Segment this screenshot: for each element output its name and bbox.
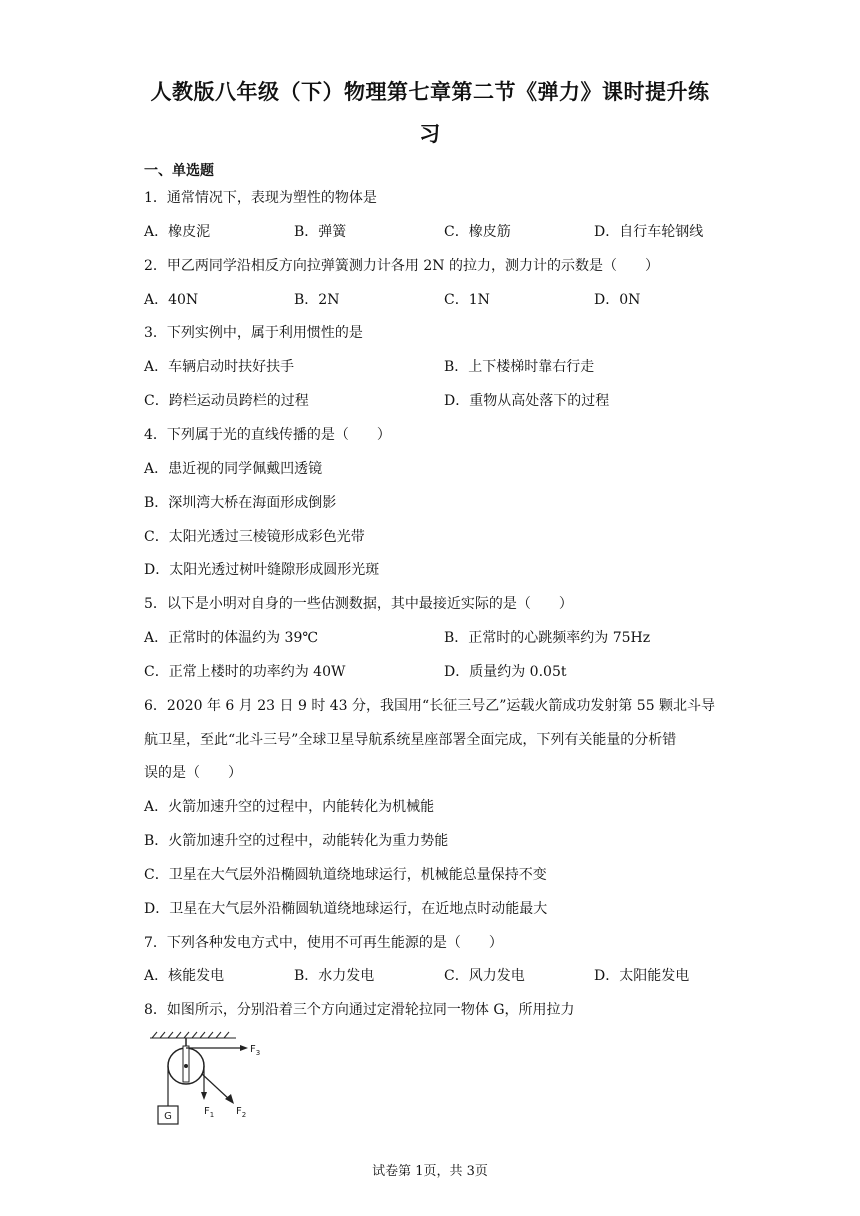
q5-option-b: B．正常时的心跳频率约为 75Hz xyxy=(444,630,651,646)
q6-option-d: D．卫星在大气层外沿椭圆轨道绕地球运行，在近地点时动能最大 xyxy=(144,901,548,917)
question-8-stem: 8．如图所示，分别沿着三个方向通过定滑轮拉同一物体 G，所用拉力 xyxy=(144,1002,575,1018)
rope-f2 xyxy=(202,1074,230,1100)
ceiling-hatch xyxy=(150,1032,236,1038)
label-f1-sub: 1 xyxy=(209,1111,215,1119)
pulley-axle xyxy=(184,1064,188,1068)
question-2-stem: 2．甲乙两同学沿相反方向拉弹簧测力计各用 2N 的拉力，测力计的示数是（ ） xyxy=(144,258,659,274)
q4-option-c: C．太阳光透过三棱镜形成彩色光带 xyxy=(144,529,365,545)
q2-option-c: C．1N xyxy=(444,292,490,308)
q7-option-d: D．太阳能发电 xyxy=(594,968,690,984)
q3-option-d: D．重物从高处落下的过程 xyxy=(444,393,610,409)
q4-option-b: B．深圳湾大桥在海面形成倒影 xyxy=(144,495,337,511)
label-f3: $F_3$ xyxy=(250,1044,261,1057)
q1-option-b: B．弹簧 xyxy=(294,224,347,240)
q6-option-b: B．火箭加速升空的过程中，动能转化为重力势能 xyxy=(144,833,449,849)
arrow-f1-head xyxy=(201,1092,207,1100)
label-f2: $F_2$ xyxy=(236,1106,247,1119)
q1-option-c: C．橡皮筋 xyxy=(444,224,511,240)
q4-option-a: A．患近视的同学佩戴凹透镜 xyxy=(144,461,323,477)
question-6-stem-line2: 航卫星，至此“北斗三号”全球卫星导航系统星座部署全面完成，下列有关能量的分析错 xyxy=(144,732,677,748)
label-f1: $F_1$ xyxy=(204,1106,215,1119)
question-6-stem-line1: 6．2020 年 6 月 23 日 9 时 43 分，我国用“长征三号乙”运载火箭成功发射第 55 颗北斗导 xyxy=(144,698,716,714)
question-4-stem: 4．下列属于光的直线传播的是（ ） xyxy=(144,427,391,443)
weight-g-label: G xyxy=(164,1111,172,1122)
q3-option-c: C．跨栏运动员跨栏的过程 xyxy=(144,393,309,409)
question-6-stem-line3: 误的是（ ） xyxy=(144,765,242,781)
q5-option-c: C．正常上楼时的功率约为 40W xyxy=(144,664,346,680)
arrow-f3-head xyxy=(240,1045,248,1051)
arrow-f2-head xyxy=(225,1094,234,1104)
section-heading: 一、单选题 xyxy=(144,163,214,179)
q5-option-d: D．质量约为 0.05t xyxy=(444,664,567,680)
pulley-figure xyxy=(140,1030,280,1130)
q2-option-b: B．2N xyxy=(294,292,340,308)
page-footer: 试卷第 1页，共 3页 xyxy=(372,1164,488,1179)
q1-option-d: D．自行车轮钢线 xyxy=(594,224,704,240)
q5-option-a: A．正常时的体温约为 39℃ xyxy=(144,630,319,646)
label-f3-sub: 3 xyxy=(255,1049,261,1057)
q2-option-a: A．40N xyxy=(144,292,199,308)
label-f2-sub: 2 xyxy=(241,1111,247,1119)
question-5-stem: 5．以下是小明对自身的一些估测数据，其中最接近实际的是（ ） xyxy=(144,596,573,612)
q2-option-d: D．0N xyxy=(594,292,641,308)
question-1-stem: 1．通常情况下，表现为塑性的物体是 xyxy=(144,190,377,206)
question-7-stem: 7．下列各种发电方式中，使用不可再生能源的是（ ） xyxy=(144,935,503,951)
page-title-line1: 人教版八年级（下）物理第七章第二节《弹力》课时提升练 xyxy=(150,80,710,104)
q7-option-b: B．水力发电 xyxy=(294,968,375,984)
question-3-stem: 3．下列实例中，属于利用惯性的是 xyxy=(144,325,363,341)
q6-option-c: C．卫星在大气层外沿椭圆轨道绕地球运行，机械能总量保持不变 xyxy=(144,867,547,883)
q1-option-a: A．橡皮泥 xyxy=(144,224,211,240)
page-title-line2: 习 xyxy=(419,122,441,146)
q6-option-a: A．火箭加速升空的过程中，内能转化为机械能 xyxy=(144,799,435,815)
q3-option-b: B．上下楼梯时靠右行走 xyxy=(444,359,595,375)
q7-option-a: A．核能发电 xyxy=(144,968,225,984)
q3-option-a: A．车辆启动时扶好扶手 xyxy=(144,359,295,375)
q7-option-c: C．风力发电 xyxy=(444,968,525,984)
q4-option-d: D．太阳光透过树叶缝隙形成圆形光斑 xyxy=(144,562,380,578)
